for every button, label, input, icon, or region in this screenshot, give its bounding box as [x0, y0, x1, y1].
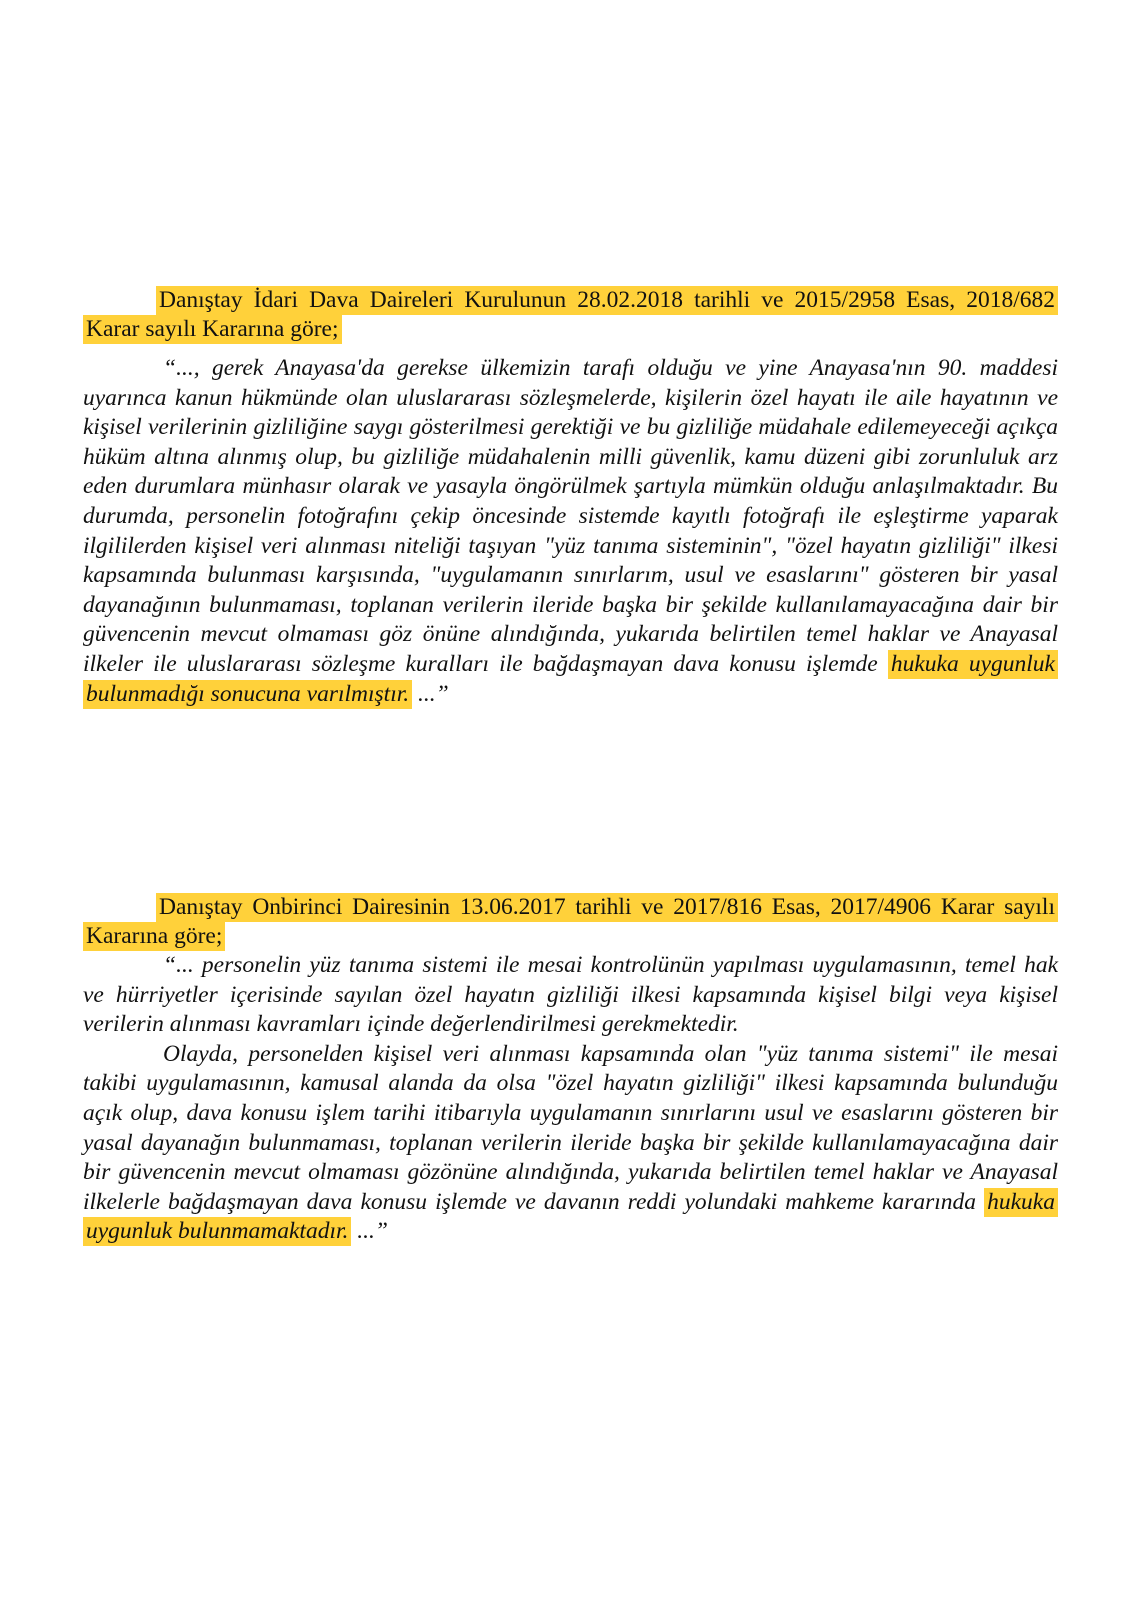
- decision-heading-1: [83, 286, 1058, 344]
- heading-highlight-1: Danıştay İdari Dava Daireleri Kurulunun 28.02.2018 tarihli ve 2015/2958 Esas, 2018/682 Karar sayılı Kararına göre;: [83, 286, 1058, 344]
- quote-2-highlight: hukuka uygunluk bulunmamaktadır.: [83, 1188, 1058, 1247]
- decision-quote-2-paragraph-2: [83, 1040, 1058, 1247]
- decision-heading-2: [83, 893, 1058, 951]
- decision-section-1: [83, 286, 1058, 709]
- heading-highlight-2: Danıştay Onbirinci Dairesinin 13.06.2017 tarihli ve 2017/816 Esas, 2017/4906 Karar sayılı Kararına göre;: [83, 893, 1058, 951]
- decision-section-2: [83, 893, 1058, 1247]
- quote-1-highlight: hukuka uygunluk bulunmadığı sonucuna varılmıştır.: [83, 650, 1058, 709]
- decision-quote-1: [83, 354, 1058, 709]
- decision-quote-2-paragraph-1: [83, 951, 1058, 1040]
- quote-1-close: ...”: [412, 680, 449, 707]
- quote-1-text: “..., gerek Anayasa'da gerekse ülkemizin tarafı olduğu ve yine Anayasa'nın 90. maddesi uyarınca kanun hükmünde olan uluslararası sözleşmelerde, kişilerin özel hayatı ile aile hayatının ve kişisel verilerinin gizliliğine saygı gösterilmesi gerektiği ve bu gizliliğe müdahale edilemeyeceği açıkça hüküm altına alınmış olup, bu gizliliğe müdahalenin milli güvenlik, kamu düzeni gibi zorunluluk arz eden durumlara münhasır olarak ve yasayla öngörülmek şartıyla mümkün olduğu anlaşılmaktadır. Bu durumda, personelin fotoğrafını çekip öncesinde sistemde kayıtlı fotoğrafı ile eşleştirme yaparak ilgililerden kişisel veri alınması niteliği taşıyan "yüz tanıma sisteminin", "özel hayatın gizliliği" ilkesi kapsamında bulunması karşısında, "uygulamanın sınırlarım, usul ve esaslarını" gösteren bir yasal dayanağının bulunmaması, toplanan verilerin ileride başka bir şekilde kullanılamayacağına dair bir güvencenin mevcut olmaması göz önüne alındığında, yukarıda belirtilen temel haklar ve Anayasal ilkeler ile uluslararası sözleşme kuralları ile bağdaşmayan dava konusu işlemde: [83, 355, 1058, 677]
- quote-2-close: ...”: [351, 1218, 388, 1245]
- quote-2-para1-text: “... personelin yüz tanıma sistemi ile mesai kontrolünün yapılması uygulamasının, temel hak ve hürriyetler içerisinde sayılan özel hayatın gizliliği ilkesi kapsamında kişisel bilgi veya kişisel verilerin alınması kavramları içinde değerlendirilmesi gerekmektedir.: [83, 952, 1058, 1038]
- quote-2-para2-text: Olayda, personelden kişisel veri alınması kapsamında olan "yüz tanıma sistemi" ile mesai takibi uygulamasının, kamusal alanda da olsa "özel hayatın gizliliği" ilkesi kapsamında bulunduğu açık olup, dava konusu işlem tarihi itibarıyla uygulamanın sınırlarını usul ve esaslarını gösteren bir yasal dayanağın bulunmaması, toplanan verilerin ileride başka bir şekilde kullanılamayacağına dair bir güvencenin mevcut olmaması gözönüne alındığında, yukarıda belirtilen temel haklar ve Anayasal ilkelerle bağdaşmayan dava konusu işlemde ve davanın reddi yolundaki mahkeme kararında: [83, 1040, 1058, 1215]
